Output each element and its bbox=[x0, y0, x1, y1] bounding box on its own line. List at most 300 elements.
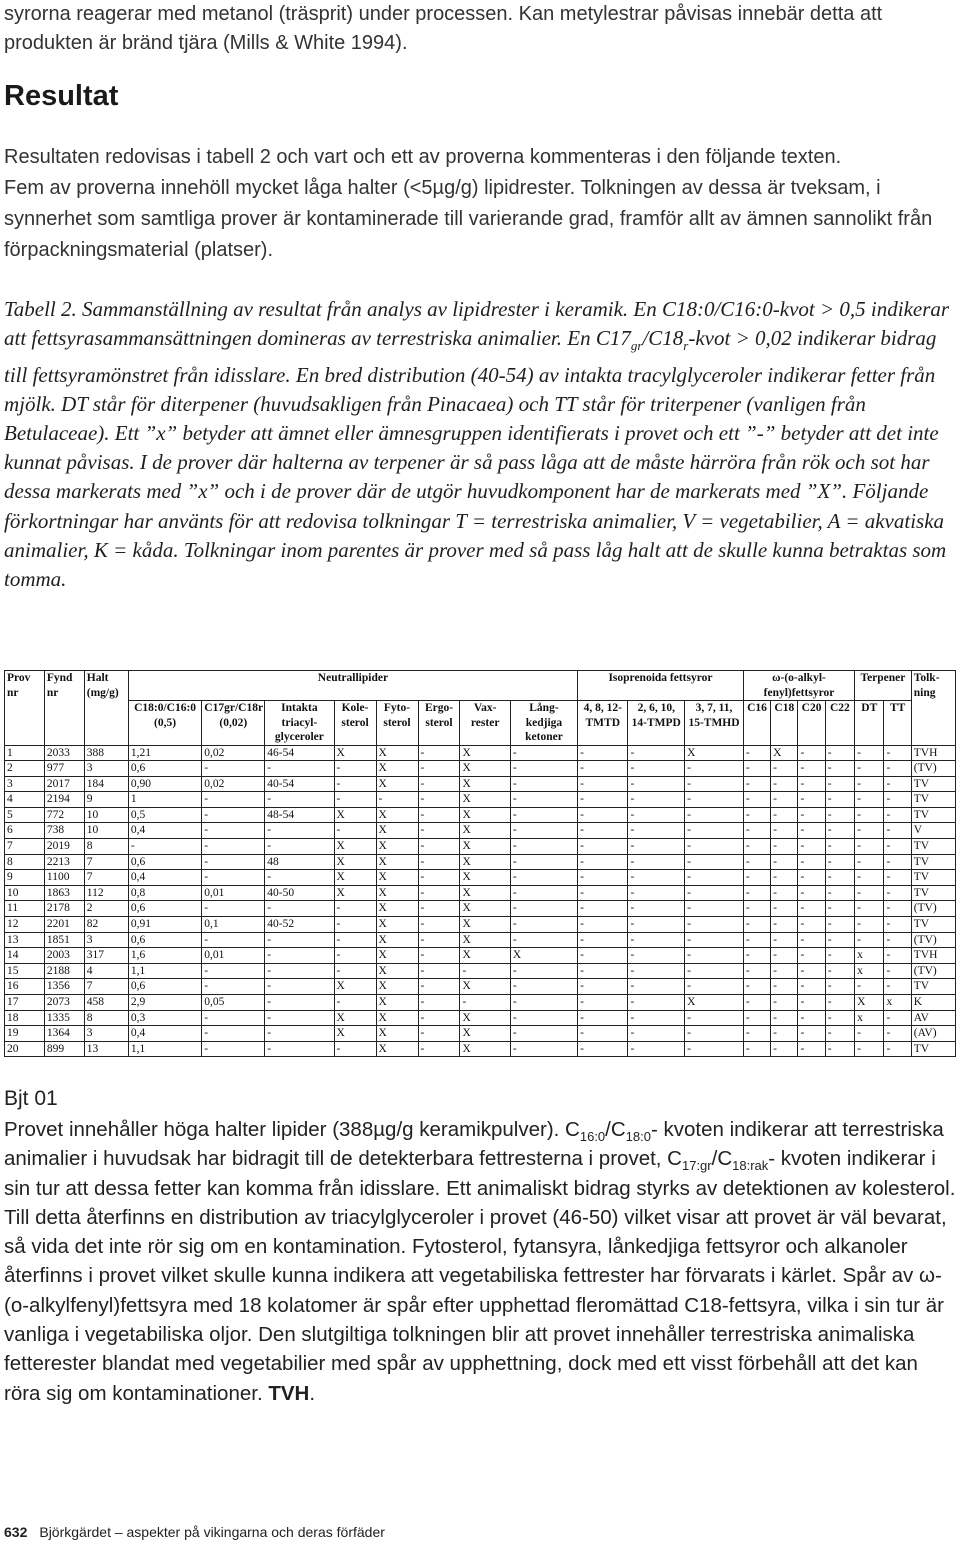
table-cell: TV bbox=[911, 807, 955, 823]
table-cell: - bbox=[743, 839, 770, 855]
table-cell: X bbox=[334, 839, 376, 855]
table-cell: X bbox=[460, 1026, 510, 1042]
table-cell: - bbox=[685, 963, 744, 979]
table-cell: 2201 bbox=[44, 917, 84, 933]
table-cell: - bbox=[202, 854, 265, 870]
th-omega: ω-(o-alkyl-fenyl)fettsyror bbox=[743, 671, 854, 701]
table-cell: X bbox=[376, 932, 418, 948]
table-cell: 2178 bbox=[44, 901, 84, 917]
table-cell: - bbox=[798, 745, 825, 761]
table-cell: 12 bbox=[5, 917, 45, 933]
table-cell: - bbox=[743, 1026, 770, 1042]
table-cell: - bbox=[825, 979, 854, 995]
table-cell: 2003 bbox=[44, 948, 84, 964]
table-cell: - bbox=[418, 792, 460, 808]
table-cell: 2 bbox=[84, 901, 128, 917]
table-cell: - bbox=[884, 948, 911, 964]
bjt-text-4: /C bbox=[711, 1147, 733, 1171]
table-cell: - bbox=[628, 776, 685, 792]
table-cell: X bbox=[376, 885, 418, 901]
table-cell: - bbox=[884, 901, 911, 917]
table-cell: - bbox=[376, 792, 418, 808]
table-cell: - bbox=[265, 1026, 334, 1042]
table-cell: X bbox=[460, 901, 510, 917]
table-cell: 4 bbox=[84, 963, 128, 979]
table-cell: - bbox=[202, 761, 265, 777]
table-cell: - bbox=[628, 761, 685, 777]
bjt-paragraph bbox=[4, 1115, 956, 1408]
table-cell: - bbox=[578, 1041, 628, 1057]
table-cell: 8 bbox=[5, 854, 45, 870]
table-cell: 1863 bbox=[44, 885, 84, 901]
table-cell: TV bbox=[911, 870, 955, 886]
table-cell: - bbox=[685, 901, 744, 917]
th-neutrallipider: Neutrallipider bbox=[128, 671, 577, 701]
th-sub-6: Vax-rester bbox=[460, 701, 510, 746]
table-cell: 15 bbox=[5, 963, 45, 979]
th-sub-7: Lång-kedjiga ketoner bbox=[510, 701, 577, 746]
table-cell: 1851 bbox=[44, 932, 84, 948]
table-cell: - bbox=[202, 839, 265, 855]
table-cell: - bbox=[578, 776, 628, 792]
table-cell: - bbox=[685, 948, 744, 964]
table-cell: - bbox=[265, 979, 334, 995]
table-cell: - bbox=[825, 885, 854, 901]
table-cell: - bbox=[510, 870, 577, 886]
table-cell: - bbox=[510, 979, 577, 995]
table-cell: 0,6 bbox=[128, 979, 201, 995]
table-cell: 1335 bbox=[44, 1010, 84, 1026]
table-cell: - bbox=[334, 792, 376, 808]
table-cell: - bbox=[771, 1010, 798, 1026]
table-cell: - bbox=[884, 807, 911, 823]
table-cell: - bbox=[334, 932, 376, 948]
table-cell: - bbox=[798, 870, 825, 886]
table-cell: 1364 bbox=[44, 1026, 84, 1042]
table-cell: - bbox=[510, 901, 577, 917]
table-row bbox=[5, 776, 956, 792]
table-cell: - bbox=[855, 776, 884, 792]
table-cell: - bbox=[771, 995, 798, 1011]
table-cell: - bbox=[418, 917, 460, 933]
table-cell: - bbox=[510, 1026, 577, 1042]
table-cell: - bbox=[685, 979, 744, 995]
table-cell: - bbox=[825, 823, 854, 839]
table-cell: X bbox=[334, 885, 376, 901]
table-cell: - bbox=[855, 745, 884, 761]
table-cell: 2 bbox=[5, 761, 45, 777]
table-cell: - bbox=[202, 963, 265, 979]
table-cell: - bbox=[743, 917, 770, 933]
table-cell: - bbox=[855, 932, 884, 948]
table-cell: - bbox=[265, 823, 334, 839]
table-cell: - bbox=[855, 823, 884, 839]
table-cell: X bbox=[376, 1026, 418, 1042]
caption-sub-gr: gr bbox=[630, 338, 643, 354]
table-row bbox=[5, 745, 956, 761]
table-cell: X bbox=[334, 745, 376, 761]
table-cell: - bbox=[265, 839, 334, 855]
table-cell: - bbox=[628, 807, 685, 823]
table-cell: 0,4 bbox=[128, 870, 201, 886]
bjt-text-3: - kvoten indikerar att terrestriska animalier i huvudsak har bidragit till de detekterbara fettresterna i provet, C bbox=[4, 1118, 944, 1171]
table-cell: 0,02 bbox=[202, 776, 265, 792]
table-cell: X bbox=[376, 917, 418, 933]
bjt-sub-2: 18:0 bbox=[625, 1129, 651, 1145]
table-cell: - bbox=[825, 745, 854, 761]
table-cell: 8 bbox=[84, 839, 128, 855]
table-cell: 7 bbox=[84, 979, 128, 995]
th-sub-2: Intakta triacyl-glyceroler bbox=[265, 701, 334, 746]
table-cell: - bbox=[578, 792, 628, 808]
table-cell: - bbox=[855, 839, 884, 855]
table-cell: - bbox=[418, 1026, 460, 1042]
table-cell: - bbox=[418, 1041, 460, 1057]
table-cell: - bbox=[855, 979, 884, 995]
table-cell: - bbox=[510, 792, 577, 808]
table-cell: - bbox=[825, 1026, 854, 1042]
table-cell: - bbox=[334, 761, 376, 777]
table-cell: 4 bbox=[5, 792, 45, 808]
table-cell: - bbox=[884, 917, 911, 933]
table-cell: - bbox=[418, 839, 460, 855]
table-cell: - bbox=[578, 932, 628, 948]
table-cell: (TV) bbox=[911, 901, 955, 917]
th-sub-10: 3, 7, 11, 15-TMHD bbox=[685, 701, 744, 746]
results-paragraph bbox=[4, 142, 956, 266]
table-cell: 0,4 bbox=[128, 823, 201, 839]
table-cell: TV bbox=[911, 776, 955, 792]
table-cell: X bbox=[460, 1041, 510, 1057]
table-cell: - bbox=[798, 1026, 825, 1042]
table-cell: - bbox=[855, 761, 884, 777]
table-cell: - bbox=[418, 963, 460, 979]
table-cell: - bbox=[202, 932, 265, 948]
table-cell: - bbox=[202, 1041, 265, 1057]
table-cell: - bbox=[418, 854, 460, 870]
table-cell: 6 bbox=[5, 823, 45, 839]
table-cell: 0,4 bbox=[128, 1026, 201, 1042]
table-cell: x bbox=[855, 1010, 884, 1026]
table-cell: - bbox=[578, 1026, 628, 1042]
bjt-sub-1: 16:0 bbox=[579, 1129, 606, 1145]
table-cell: - bbox=[884, 1041, 911, 1057]
table-cell: - bbox=[884, 761, 911, 777]
table-cell: 1356 bbox=[44, 979, 84, 995]
table-cell: - bbox=[628, 948, 685, 964]
table-row bbox=[5, 885, 956, 901]
table-cell: 82 bbox=[84, 917, 128, 933]
page-footer bbox=[4, 1524, 385, 1540]
table-cell: - bbox=[884, 839, 911, 855]
table-cell: - bbox=[334, 995, 376, 1011]
table-cell: 19 bbox=[5, 1026, 45, 1042]
table-cell: K bbox=[911, 995, 955, 1011]
table-cell: X bbox=[376, 854, 418, 870]
table-cell: - bbox=[884, 1026, 911, 1042]
th-halt: Halt (mg/g) bbox=[84, 671, 128, 746]
table-cell: 5 bbox=[5, 807, 45, 823]
table-cell: X bbox=[460, 854, 510, 870]
table-cell: - bbox=[798, 823, 825, 839]
table-cell: - bbox=[578, 901, 628, 917]
table-cell: 2194 bbox=[44, 792, 84, 808]
table-cell: X bbox=[376, 1010, 418, 1026]
table-cell: - bbox=[825, 792, 854, 808]
bjt-heading: Bjt 01 bbox=[4, 1087, 58, 1110]
table-cell: - bbox=[578, 917, 628, 933]
table-cell: - bbox=[855, 1041, 884, 1057]
table-cell: 10 bbox=[84, 807, 128, 823]
table-cell: - bbox=[855, 792, 884, 808]
table-cell: 7 bbox=[84, 870, 128, 886]
table-cell: - bbox=[628, 932, 685, 948]
table-cell: - bbox=[418, 870, 460, 886]
table-cell: 16 bbox=[5, 979, 45, 995]
table-cell: - bbox=[334, 823, 376, 839]
table-cell: - bbox=[798, 1041, 825, 1057]
table-cell: - bbox=[685, 885, 744, 901]
table-cell: - bbox=[771, 885, 798, 901]
table-cell: - bbox=[578, 761, 628, 777]
table-cell: - bbox=[798, 963, 825, 979]
caption-sub-r: r bbox=[683, 338, 689, 354]
table-cell: - bbox=[510, 963, 577, 979]
table-cell: - bbox=[510, 823, 577, 839]
table-cell: - bbox=[771, 807, 798, 823]
table-cell: - bbox=[265, 1041, 334, 1057]
table-cell: X bbox=[334, 854, 376, 870]
th-tolkning: Tolk-ning bbox=[911, 671, 955, 746]
table-cell: - bbox=[628, 901, 685, 917]
footer-title: Björkgärdet – aspekter på vikingarna och deras förfäder bbox=[39, 1524, 385, 1540]
table-cell: - bbox=[628, 1010, 685, 1026]
table-cell: - bbox=[884, 745, 911, 761]
table-cell: 0,05 bbox=[202, 995, 265, 1011]
table-cell: - bbox=[628, 870, 685, 886]
table-cell: 0,6 bbox=[128, 854, 201, 870]
table-cell: - bbox=[628, 823, 685, 839]
table-cell: - bbox=[743, 823, 770, 839]
bjt-text-2: /C bbox=[605, 1118, 626, 1141]
bjt-sub-4: 18:rak bbox=[732, 1158, 769, 1174]
table-cell: 9 bbox=[84, 792, 128, 808]
table-row bbox=[5, 917, 956, 933]
table-cell: X bbox=[460, 839, 510, 855]
table-cell: X bbox=[334, 870, 376, 886]
table-cell: - bbox=[202, 1010, 265, 1026]
table-cell: 48-54 bbox=[265, 807, 334, 823]
table-cell: - bbox=[771, 901, 798, 917]
table-cell: - bbox=[743, 807, 770, 823]
table-cell: - bbox=[685, 792, 744, 808]
table-cell: - bbox=[578, 854, 628, 870]
table-cell: - bbox=[743, 761, 770, 777]
table-cell: - bbox=[510, 745, 577, 761]
table-cell: - bbox=[743, 1010, 770, 1026]
table-cell: 10 bbox=[84, 823, 128, 839]
table-cell: 388 bbox=[84, 745, 128, 761]
table-cell: - bbox=[510, 1041, 577, 1057]
table-cell: 0,1 bbox=[202, 917, 265, 933]
table-cell: - bbox=[418, 745, 460, 761]
table-cell: - bbox=[578, 839, 628, 855]
table-cell: - bbox=[578, 823, 628, 839]
table-cell: - bbox=[628, 792, 685, 808]
table-cell: 0,6 bbox=[128, 932, 201, 948]
table-cell: - bbox=[418, 932, 460, 948]
table-cell: - bbox=[771, 932, 798, 948]
table-cell: - bbox=[825, 854, 854, 870]
th-sub-5: Ergo-sterol bbox=[418, 701, 460, 746]
table-cell: X bbox=[376, 979, 418, 995]
table-cell: - bbox=[510, 839, 577, 855]
table-cell: TV bbox=[911, 839, 955, 855]
table-cell: X bbox=[334, 979, 376, 995]
table-cell: 2019 bbox=[44, 839, 84, 855]
table-row bbox=[5, 932, 956, 948]
table-cell: - bbox=[771, 979, 798, 995]
table-cell: - bbox=[743, 745, 770, 761]
table-caption bbox=[4, 295, 954, 594]
table-cell: - bbox=[884, 885, 911, 901]
table-cell: 2017 bbox=[44, 776, 84, 792]
table-cell: - bbox=[334, 963, 376, 979]
table-cell: 738 bbox=[44, 823, 84, 839]
table-cell: X bbox=[510, 948, 577, 964]
bjt-text-1: Provet innehåller höga halter lipider (388µg/g keramikpulver). C bbox=[4, 1118, 580, 1141]
th-fynd: Fynd nr bbox=[44, 671, 84, 746]
table-cell: 0,8 bbox=[128, 885, 201, 901]
table-cell: - bbox=[798, 917, 825, 933]
table-cell: X bbox=[334, 807, 376, 823]
table-cell: - bbox=[510, 917, 577, 933]
table-cell: - bbox=[265, 901, 334, 917]
table-cell: - bbox=[884, 854, 911, 870]
th-sub-4: Fyto-sterol bbox=[376, 701, 418, 746]
table-row bbox=[5, 854, 956, 870]
results-line-1: Resultaten redovisas i tabell 2 och vart och ett av proverna kommenteras i den följande texten. bbox=[4, 146, 842, 168]
table-cell: - bbox=[510, 807, 577, 823]
table-cell: - bbox=[798, 995, 825, 1011]
table-cell: - bbox=[418, 807, 460, 823]
table-cell: - bbox=[798, 839, 825, 855]
table-cell: X bbox=[376, 948, 418, 964]
table-cell: - bbox=[884, 823, 911, 839]
table-cell: - bbox=[334, 776, 376, 792]
table-cell: 40-52 bbox=[265, 917, 334, 933]
table-cell: - bbox=[771, 948, 798, 964]
table-cell: X bbox=[376, 807, 418, 823]
table-cell: 977 bbox=[44, 761, 84, 777]
table-cell: - bbox=[743, 979, 770, 995]
th-sub-13: C20 bbox=[798, 701, 825, 746]
bjt-text-5: - kvoten indikerar i sin tur att dessa fetter kan komma från idisslare. Ett animaliskt bidrag styrks av detektionen av kolesterol. Till detta återfinns en distribution av triacylglyceroler i provet (46-50) vilket visar att provet är väl bevarat, så vida det inte rör sig om en kontamination. Fytosterol, fytansyra, lånkedjiga fettsyror och alkanoler återfinns i provet vilket skulle kunna indikera att vegetabiliska fettrester har förvarats i kärlet. Spår av ω-(o-alkylfenyl)fettsyra med 18 kolatomer är spår efter upphettad fleromättad C18-fettsyra, vilka i sin tur är vanliga i vegetabiliska oljor. Den slutgiltiga tolkningen blir att provet innehåller terrestriska animaliska fetterester blandat med vegetabilier med spår av upphettning, dock med ett visst förbehåll att det kan röra sig om kontaminationer. bbox=[4, 1147, 956, 1405]
section-heading: Resultat bbox=[4, 80, 119, 112]
table-cell: 3 bbox=[84, 761, 128, 777]
table-cell: - bbox=[418, 901, 460, 917]
table-cell: - bbox=[578, 885, 628, 901]
table-cell: 1 bbox=[5, 745, 45, 761]
table-cell: - bbox=[685, 823, 744, 839]
table-cell: - bbox=[884, 870, 911, 886]
table-cell: 7 bbox=[5, 839, 45, 855]
table-cell: - bbox=[685, 1010, 744, 1026]
table-row bbox=[5, 792, 956, 808]
table-cell: 0,90 bbox=[128, 776, 201, 792]
table-row bbox=[5, 761, 956, 777]
table-cell: - bbox=[771, 1026, 798, 1042]
table-cell: - bbox=[855, 917, 884, 933]
table-cell: TV bbox=[911, 885, 955, 901]
table-cell: - bbox=[202, 823, 265, 839]
table-cell: - bbox=[418, 761, 460, 777]
table-row bbox=[5, 839, 956, 855]
table-cell: X bbox=[376, 745, 418, 761]
table-cell: - bbox=[855, 854, 884, 870]
table-cell: 46-54 bbox=[265, 745, 334, 761]
table-cell: - bbox=[510, 761, 577, 777]
table-cell: - bbox=[825, 807, 854, 823]
table-cell: - bbox=[578, 745, 628, 761]
table-cell: - bbox=[771, 792, 798, 808]
table-cell: - bbox=[265, 963, 334, 979]
table-cell: 17 bbox=[5, 995, 45, 1011]
table-cell: - bbox=[743, 1041, 770, 1057]
table-cell: X bbox=[771, 745, 798, 761]
th-sub-15: DT bbox=[855, 701, 884, 746]
th-sub-1: C17gr/C18r (0,02) bbox=[202, 701, 265, 746]
table-cell: 899 bbox=[44, 1041, 84, 1057]
table-cell: - bbox=[334, 948, 376, 964]
table-cell: x bbox=[855, 963, 884, 979]
table-cell: - bbox=[202, 979, 265, 995]
table-cell: 1,6 bbox=[128, 948, 201, 964]
table-cell: - bbox=[884, 1010, 911, 1026]
table-cell: - bbox=[510, 854, 577, 870]
table-row bbox=[5, 963, 956, 979]
table-cell: - bbox=[798, 901, 825, 917]
table-cell: 1 bbox=[128, 792, 201, 808]
table-cell: 20 bbox=[5, 1041, 45, 1057]
table-cell: x bbox=[884, 995, 911, 1011]
table-cell: - bbox=[628, 839, 685, 855]
table-cell: X bbox=[376, 761, 418, 777]
table-cell: X bbox=[460, 948, 510, 964]
table-cell: 3 bbox=[84, 932, 128, 948]
table-cell: X bbox=[334, 1026, 376, 1042]
th-sub-14: C22 bbox=[825, 701, 854, 746]
table-cell: - bbox=[825, 948, 854, 964]
table-row bbox=[5, 995, 956, 1011]
table-cell: - bbox=[771, 963, 798, 979]
table-cell: - bbox=[685, 917, 744, 933]
table-cell: - bbox=[825, 839, 854, 855]
table-cell: - bbox=[510, 1010, 577, 1026]
table-cell: TV bbox=[911, 979, 955, 995]
table-cell: X bbox=[460, 823, 510, 839]
table-cell: TV bbox=[911, 1041, 955, 1057]
table-cell: TV bbox=[911, 917, 955, 933]
table-cell: - bbox=[628, 854, 685, 870]
table-cell: 317 bbox=[84, 948, 128, 964]
th-isoprenoida: Isoprenoida fettsyror bbox=[578, 671, 744, 701]
table-cell: - bbox=[202, 792, 265, 808]
table-cell: - bbox=[855, 885, 884, 901]
table-cell: - bbox=[265, 761, 334, 777]
table-cell: - bbox=[771, 839, 798, 855]
table-cell: - bbox=[578, 995, 628, 1011]
